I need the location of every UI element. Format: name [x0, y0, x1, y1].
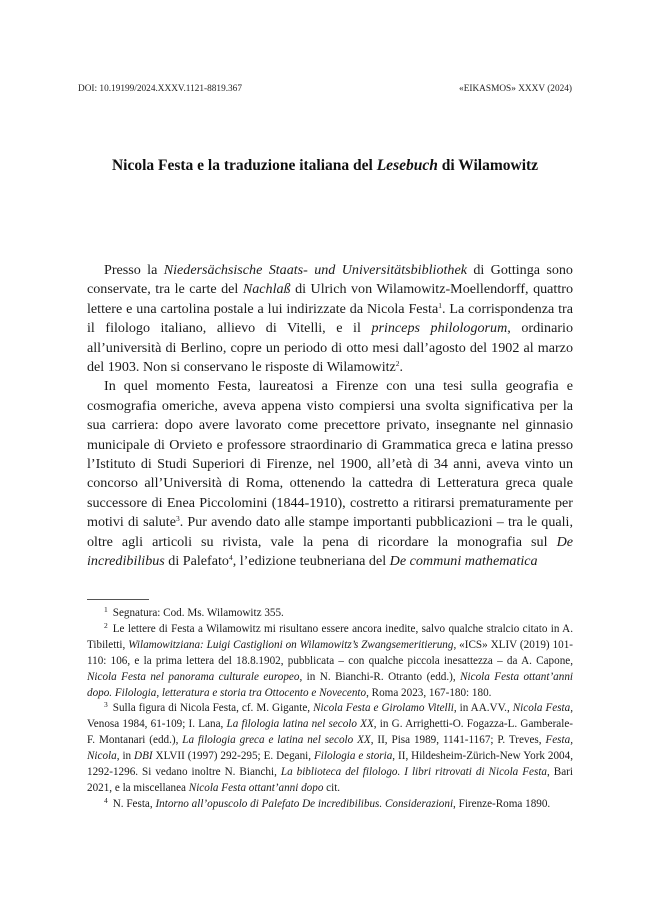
italic-text: De communi mathematica: [389, 553, 538, 570]
article-title: [40, 157, 610, 175]
footnote: [87, 797, 573, 813]
text-run: , in AA.VV.,: [453, 702, 513, 715]
italic-text: La filologia greca e latina nel secolo XX: [182, 734, 371, 747]
text-run: , Roma 2023, 167-180: 180.: [366, 686, 492, 699]
text-run: , Venosa 1984, 61-109; I. Lana,: [87, 702, 574, 731]
italic-text: Niedersächsische Staats- und Universitätsbibliothek: [163, 262, 467, 278]
text-run: In quel momento Festa, laureatosi a Firenze con una tesi sulla geografia e cosmografia omeriche, aveva appena visto compiersi una svolta significativa per la sua carriera: dopo avere lavorato come precettore privato, insegnante nel ginnasio municipale di Orvieto e professore straordinario di Grammatica greca e latina presso l’Istituto di Studi Superiori di Firenze, nel 1900, all’età di 34 anni, aveva vinto un concorso all’Università di Roma, ottenendo la cattedra di Letteratura greca quale successore di Enea Piccolomini (1844-1910), costretto a ritirarsi prematuramente per motivi di salute: [87, 378, 573, 531]
text-run: cit.: [323, 781, 341, 794]
footnote: [87, 606, 573, 622]
italic-text: De incredibilibus: [87, 533, 573, 570]
body-text: [87, 261, 573, 572]
running-header: [78, 84, 572, 94]
text-run: Presso la: [104, 262, 164, 278]
footnote: [87, 622, 573, 702]
footnote-ref: 4: [228, 553, 233, 563]
title-part-2: di Wilamowitz: [437, 157, 539, 174]
body-paragraph: [87, 261, 573, 377]
text-run: , II, Hildesheim-Zürich-New York 2004, 1292-1296. Si vedano inoltre N. Bianchi,: [87, 750, 573, 779]
title-part-1: Nicola Festa e la traduzione italiana del: [111, 157, 377, 174]
text-run: di Gottinga sono conservate, tra le carte del: [87, 262, 573, 298]
text-run: . La corrispondenza tra il filologo italiano, allievo di Vitelli, e il: [87, 300, 573, 337]
footnote-number: 2: [104, 620, 108, 630]
italic-text: Nicola Festa e Girolamo Vitelli: [313, 702, 454, 715]
text-run: , II, Pisa 1989, 1141-1167; P. Treves,: [370, 734, 546, 747]
italic-text: princeps philologorum: [371, 320, 508, 337]
footnotes: [87, 606, 573, 813]
text-run: , ordinario all’università di Berlino, copre un periodo di otto mesi dall’agosto del 1902 al marzo del 1903. Non si conservano le risposte di Wilamowitz: [87, 320, 573, 376]
footnote-ref: 2: [395, 359, 400, 369]
footnote-ref: 3: [175, 514, 180, 524]
italic-text: La biblioteca del filologo. I libri ritrovati di Nicola Festa: [280, 766, 547, 779]
text-run: Le lettere di Festa a Wilamowitz mi risultano essere ancora inedite, salvo qualche stralcio citato in A. Tibiletti,: [87, 622, 573, 651]
italic-text: Nicola Festa nel panorama culturale europeo: [87, 670, 300, 683]
text-run: N. Festa,: [112, 797, 156, 810]
italic-text: Nicola Festa ottant’anni dopo. Filologia, letteratura e storia tra Ottocento e Novecento: [87, 670, 573, 699]
footnote-ref: 1: [438, 300, 442, 310]
title-italic-word: Lesebuch: [376, 157, 438, 174]
text-run: , in G. Arrighetti-O. Fogazza-L. Gamberale-F. Montanari (edd.),: [87, 718, 573, 747]
text-run: , in: [116, 750, 135, 763]
footnote-number: 3: [104, 700, 108, 710]
text-run: .: [399, 359, 404, 376]
text-run: , «ICS» XLIV (2019) 101-110: 106, e la prima lettera del 18.8.1902, pubblicata – con qualche piccola inesattezza – da A. Capone,: [87, 638, 573, 667]
italic-text: Wilamowitziana: Luigi Castiglioni on Wilamowitz’s Zwangsemeritierung: [128, 638, 454, 651]
italic-text: Festa, Nicola: [87, 734, 573, 763]
footnote-number: 4: [104, 795, 108, 805]
text-run: . Pur avendo dato alle stampe importanti pubblicazioni – tra le quali, oltre agli articoli su rivista, vale la pena di ricordare la monografia sul: [87, 514, 573, 550]
text-run: Segnatura: Cod. Ms. Wilamowitz 355.: [112, 607, 284, 619]
text-run: , in N. Bianchi-R. Otranto (edd.),: [299, 670, 461, 683]
italic-text: Nicola Festa: [512, 702, 571, 715]
italic-text: Filologia e storia: [314, 750, 393, 763]
text-run: , Firenze-Roma 1890.: [453, 797, 551, 810]
doi-text: DOI: 10.19199/2024.XXXV.1121-8819.367: [78, 84, 242, 94]
italic-text: Nachlaß: [242, 281, 291, 298]
italic-text: Nicola Festa ottant’anni dopo: [188, 781, 324, 794]
italic-text: DBI: [134, 750, 153, 763]
text-run: di Palefato: [164, 553, 229, 570]
italic-text: La filologia latina nel secolo XX: [226, 718, 374, 731]
text-run: , l’edizione teubneriana del: [232, 553, 390, 570]
text-run: Sulla figura di Nicola Festa, cf. M. Gigante,: [112, 702, 314, 715]
text-run: XLVII (1997) 292-295; E. Degani,: [152, 750, 314, 763]
footnote: [87, 701, 573, 796]
journal-issue: «EIKASMOS» XXXV (2024): [459, 84, 572, 94]
text-run: , Bari 2021, e la miscellanea: [87, 766, 573, 794]
italic-text: Intorno all’opuscolo di Palefato De incredibilibus. Considerazioni: [155, 797, 454, 810]
footnote-number: 1: [104, 605, 108, 614]
text-run: di Ulrich von Wilamowitz-Moellendorff, quattro lettere e una cartolina postale a lui indirizzate da Nicola Festa: [87, 281, 573, 317]
body-paragraph: [87, 377, 573, 571]
footnote-separator: [87, 599, 149, 600]
